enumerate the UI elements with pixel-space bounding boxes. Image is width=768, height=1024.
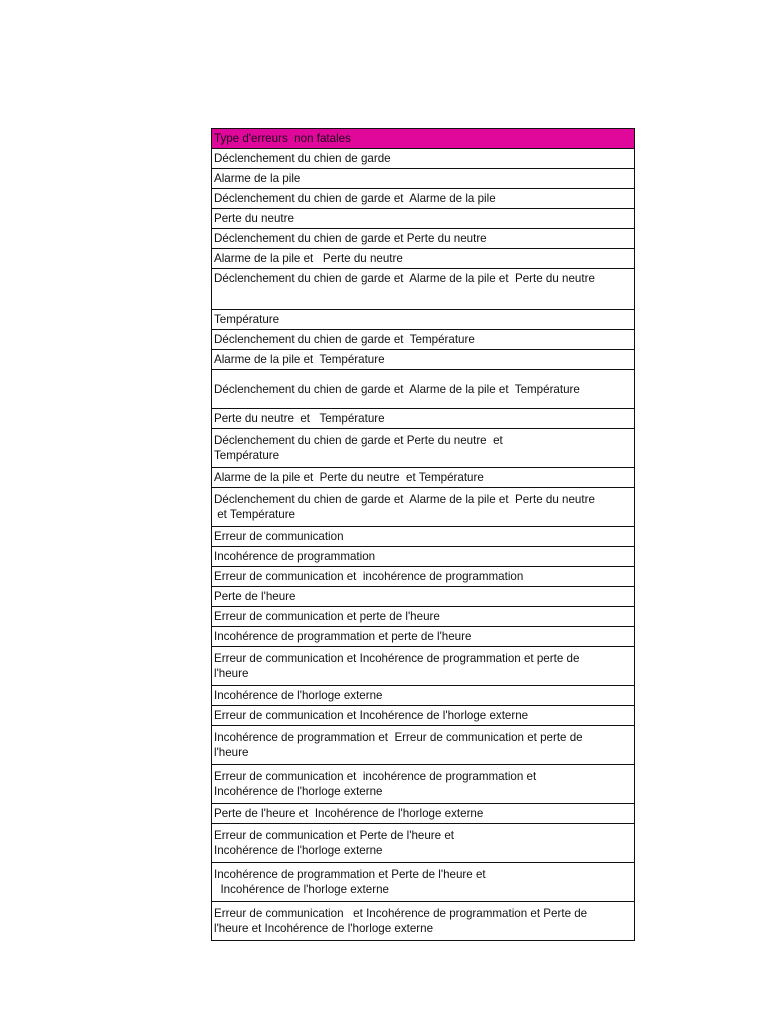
table-row bbox=[212, 350, 635, 370]
table-cell: Erreur de communication et Incohérence de l'horloge externe bbox=[212, 706, 635, 726]
table-row bbox=[212, 169, 635, 189]
table-cell: Perte de l'heure et Incohérence de l'horloge externe bbox=[212, 804, 635, 824]
table-cell: Erreur de communication et incohérence de programmation bbox=[212, 567, 635, 587]
table-row bbox=[212, 488, 635, 527]
table-cell: Perte de l'heure bbox=[212, 587, 635, 607]
table-cell: Erreur de communication et incohérence de programmation et Incohérence de l'horloge externe bbox=[212, 765, 635, 804]
table-row bbox=[212, 269, 635, 310]
table-cell: Alarme de la pile et Perte du neutre et Température bbox=[212, 468, 635, 488]
table-row bbox=[212, 647, 635, 686]
table-row bbox=[212, 804, 635, 824]
table-cell: Déclenchement du chien de garde et Perte du neutre et Température bbox=[212, 429, 635, 468]
table-header-cell: Type d'erreurs non fatales bbox=[212, 129, 635, 149]
table-row bbox=[212, 527, 635, 547]
table-row bbox=[212, 567, 635, 587]
table-cell: Incohérence de l'horloge externe bbox=[212, 686, 635, 706]
table-cell: Incohérence de programmation bbox=[212, 547, 635, 567]
table-cell: Déclenchement du chien de garde et Perte du neutre bbox=[212, 229, 635, 249]
table-cell: Alarme de la pile bbox=[212, 169, 635, 189]
table-row bbox=[212, 249, 635, 269]
table-cell: Température bbox=[212, 310, 635, 330]
table-cell: Alarme de la pile et Perte du neutre bbox=[212, 249, 635, 269]
table-cell: Perte du neutre bbox=[212, 209, 635, 229]
table-row bbox=[212, 468, 635, 488]
table-row bbox=[212, 209, 635, 229]
table-cell: Déclenchement du chien de garde bbox=[212, 149, 635, 169]
table-row bbox=[212, 686, 635, 706]
table-row bbox=[212, 627, 635, 647]
table-cell: Perte du neutre et Température bbox=[212, 409, 635, 429]
table-row bbox=[212, 189, 635, 209]
table-cell: Déclenchement du chien de garde et Température bbox=[212, 330, 635, 350]
error-types-table bbox=[211, 128, 635, 941]
table-row bbox=[212, 587, 635, 607]
table-cell: Alarme de la pile et Température bbox=[212, 350, 635, 370]
table-cell: Déclenchement du chien de garde et Alarme de la pile et Température bbox=[212, 370, 635, 409]
table-cell: Erreur de communication et Incohérence de programmation et Perte de l'heure et Incohérence de l'horloge externe bbox=[212, 902, 635, 941]
table-row bbox=[212, 765, 635, 804]
table-cell: Erreur de communication et Incohérence de programmation et perte de l'heure bbox=[212, 647, 635, 686]
table-row bbox=[212, 310, 635, 330]
table-row bbox=[212, 330, 635, 350]
table-row bbox=[212, 706, 635, 726]
table-cell: Erreur de communication et Perte de l'heure et Incohérence de l'horloge externe bbox=[212, 824, 635, 863]
table-cell: Incohérence de programmation et Erreur de communication et perte de l'heure bbox=[212, 726, 635, 765]
table-header-row bbox=[212, 129, 635, 149]
table-cell: Incohérence de programmation et perte de l'heure bbox=[212, 627, 635, 647]
table-row bbox=[212, 429, 635, 468]
table-row bbox=[212, 607, 635, 627]
table-row bbox=[212, 547, 635, 567]
table-row bbox=[212, 370, 635, 409]
table-row bbox=[212, 902, 635, 941]
table-cell: Erreur de communication bbox=[212, 527, 635, 547]
table-cell: Déclenchement du chien de garde et Alarme de la pile bbox=[212, 189, 635, 209]
table-row bbox=[212, 863, 635, 902]
table-row bbox=[212, 229, 635, 249]
table-row bbox=[212, 726, 635, 765]
table-cell: Incohérence de programmation et Perte de l'heure et Incohérence de l'horloge externe bbox=[212, 863, 635, 902]
table-row bbox=[212, 824, 635, 863]
table-cell: Déclenchement du chien de garde et Alarme de la pile et Perte du neutre bbox=[212, 269, 635, 310]
table-cell: Déclenchement du chien de garde et Alarme de la pile et Perte du neutre et Température bbox=[212, 488, 635, 527]
table-row bbox=[212, 149, 635, 169]
table-row bbox=[212, 409, 635, 429]
table-cell: Erreur de communication et perte de l'heure bbox=[212, 607, 635, 627]
